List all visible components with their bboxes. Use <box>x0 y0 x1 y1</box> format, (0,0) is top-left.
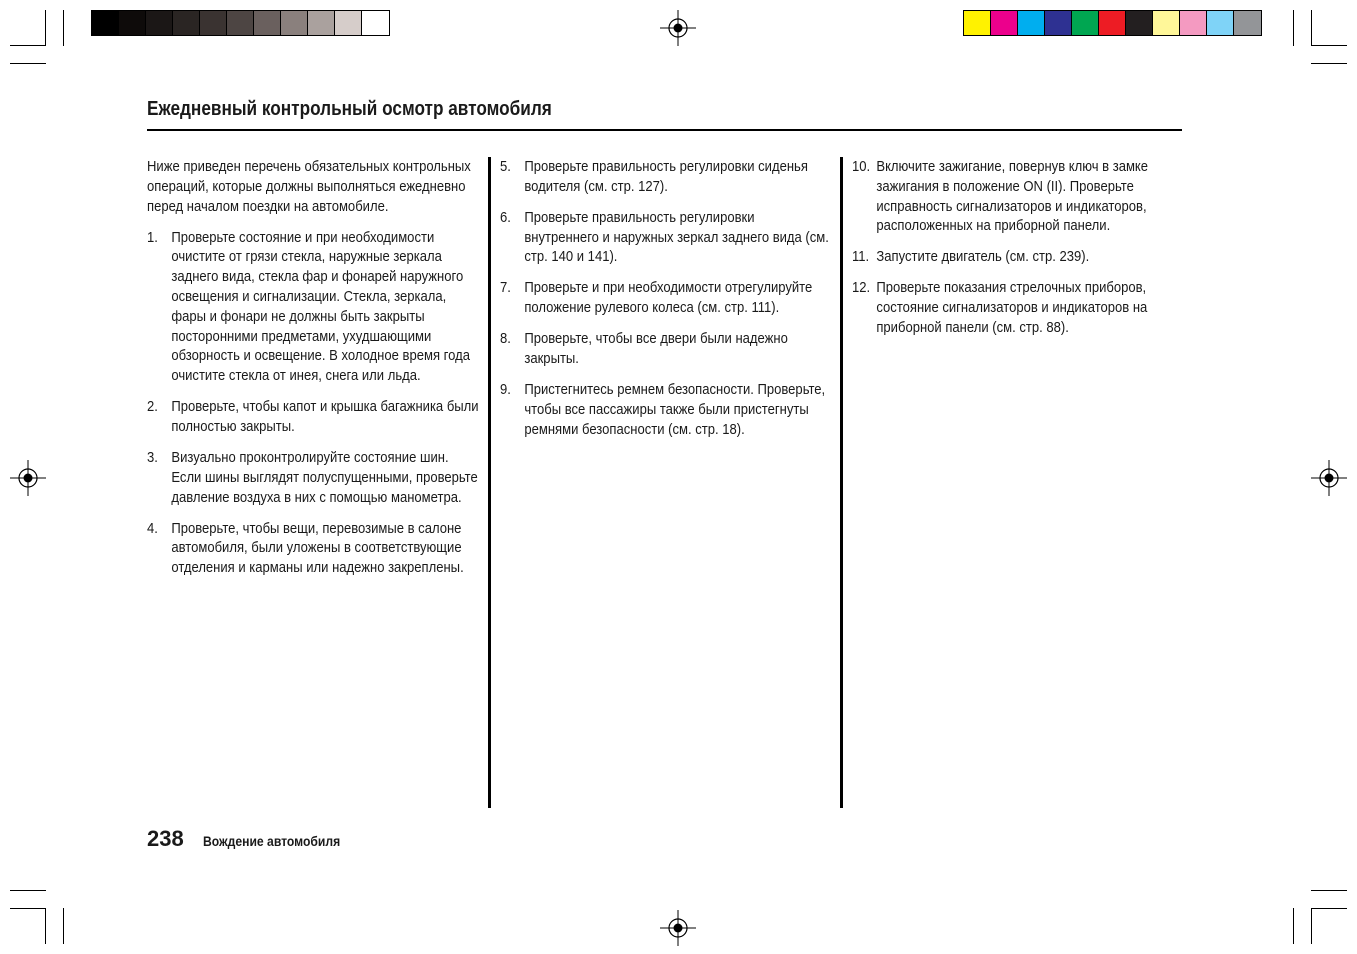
gray-swatch-6 <box>227 11 254 35</box>
list-item: 4. Проверьте, чтобы вещи, перевозимые в салоне автомобиля, были уложены в соответствующие отделения и карманы или надежно закреплены. <box>147 519 464 577</box>
list-item: 5. Проверьте правильность регулировки сиденья водителя (см. стр. 127). <box>500 158 808 195</box>
color-swatch-10 <box>1207 11 1234 35</box>
color-swatch-9 <box>1180 11 1207 35</box>
column-3 <box>852 157 1182 349</box>
list-item: 2. Проверьте, чтобы капот и крышка багажника были полностью закрыты. <box>147 398 479 435</box>
gray-swatch-8 <box>281 11 308 35</box>
column-2 <box>500 157 830 451</box>
list-item: 1. Проверьте состояние и при необходимости очистите от грязи стекла, наружные зеркала заднего вида, стекла фар и фонарей наружного освещения и сигнализации. Стекла, зеркала, фары и фонари не должны быть закрыты посторонними предметами, ухудшающими обзорность и освещение. В холодное время года очистите стекла от инея, снега или льда. <box>147 228 470 385</box>
list-item: 12. Проверьте показания стрелочных приборов, состояние сигнализаторов и индикаторов на приборной панели (см. стр. 88). <box>852 279 1148 336</box>
column-divider <box>488 157 491 808</box>
registration-mark-icon <box>10 460 46 496</box>
color-swatch-8 <box>1153 11 1180 35</box>
color-swatch-1 <box>964 11 991 35</box>
color-calibration-strip <box>963 10 1262 36</box>
intro-paragraph: Ниже приведен перечень обязательных контрольных операций, которые должны выполняться ежедневно перед началом поездки на автомобиле. <box>147 158 471 215</box>
color-swatch-2 <box>991 11 1018 35</box>
gray-swatch-3 <box>146 11 173 35</box>
registration-mark-icon <box>660 10 696 46</box>
list-item: 3. Визуально проконтролируйте состояние шин. Если шины выглядят полуспущенными, проверьте давление воздуха в них с помощью манометра. <box>147 448 478 506</box>
color-swatch-5 <box>1072 11 1099 35</box>
gray-swatch-1 <box>92 11 119 35</box>
registration-mark-icon <box>660 910 696 946</box>
gray-swatch-11 <box>362 11 389 35</box>
section-name: Вождение автомобиля <box>203 834 341 849</box>
column-divider <box>840 157 843 808</box>
gray-swatch-2 <box>119 11 146 35</box>
list-item: 11. Запустите двигатель (см. стр. 239). <box>852 248 1090 266</box>
gray-swatch-5 <box>200 11 227 35</box>
list-item: 7. Проверьте и при необходимости отрегулируйте положение рулевого колеса (см. стр. 111). <box>500 279 813 317</box>
list-item: 6. Проверьте правильность регулировки внутреннего и наружных зеркал заднего вида (см. стр. 140 и 141). <box>500 208 829 266</box>
color-swatch-11 <box>1234 11 1261 35</box>
page-number: 238 <box>147 826 184 851</box>
column-1 <box>147 157 479 589</box>
list-item: 8. Проверьте, чтобы все двери были надежно закрыты. <box>500 330 788 367</box>
gray-swatch-4 <box>173 11 200 35</box>
color-swatch-7 <box>1126 11 1153 35</box>
color-swatch-6 <box>1099 11 1126 35</box>
gray-density-strip <box>91 10 390 36</box>
title-rule <box>147 129 1182 131</box>
color-swatch-4 <box>1045 11 1072 35</box>
registration-mark-icon <box>1311 460 1347 496</box>
gray-swatch-10 <box>335 11 362 35</box>
color-swatch-3 <box>1018 11 1045 35</box>
gray-swatch-7 <box>254 11 281 35</box>
list-item: 9. Пристегнитесь ремнем безопасности. Проверьте, чтобы все пассажиры также были пристегнуты ремнями безопасности (см. стр. 18). <box>500 380 826 438</box>
page-title: Ежедневный контрольный осмотр автомобиля <box>147 98 552 120</box>
list-item: 10. Включите зажигание, повернув ключ в замке зажигания в положение ON (II). Проверьте исправность сигнализаторов и индикаторов, расположенных на приборной панели. <box>852 158 1149 235</box>
gray-swatch-9 <box>308 11 335 35</box>
